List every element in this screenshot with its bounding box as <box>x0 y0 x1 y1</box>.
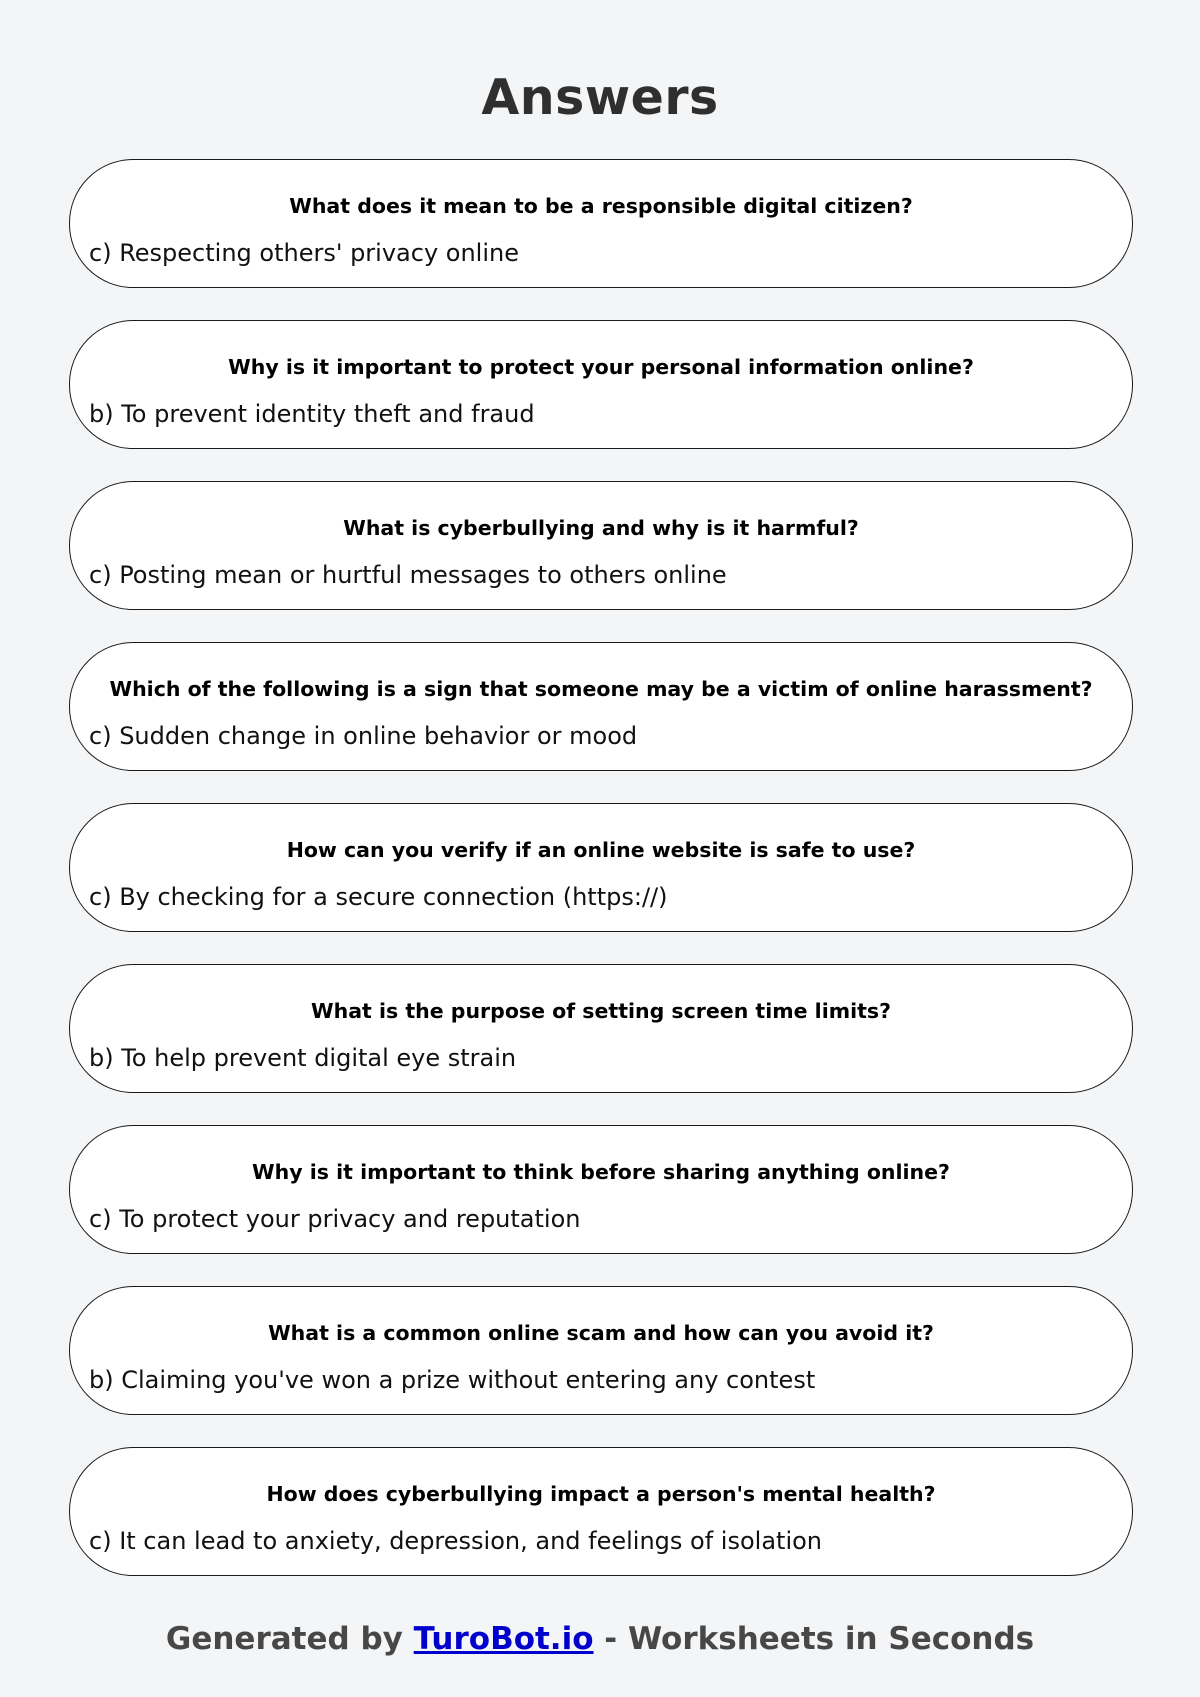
answer-card <box>69 320 1133 449</box>
question-text: Why is it important to protect your personal information online? <box>228 355 974 379</box>
question-text: Which of the following is a sign that someone may be a victim of online harassment? <box>109 677 1093 701</box>
question-text: What is a common online scam and how can you avoid it? <box>268 1321 934 1345</box>
question-text: How can you verify if an online website is safe to use? <box>286 838 916 862</box>
answer-text: c) By checking for a secure connection (https://) <box>89 883 668 911</box>
answer-card <box>69 481 1133 610</box>
answer-card <box>69 803 1133 932</box>
answer-text: c) Posting mean or hurtful messages to others online <box>89 561 727 589</box>
answer-text: b) Claiming you've won a prize without entering any contest <box>89 1366 816 1394</box>
answer-card <box>69 1125 1133 1254</box>
answer-text: c) Sudden change in online behavior or mood <box>89 722 638 750</box>
question-text: What is the purpose of setting screen time limits? <box>311 999 891 1023</box>
answer-list <box>69 159 1133 1608</box>
answer-card <box>69 159 1133 288</box>
answer-text: c) It can lead to anxiety, depression, and feelings of isolation <box>89 1527 823 1555</box>
answer-card <box>69 1286 1133 1415</box>
page-title: Answers <box>481 69 719 126</box>
answer-card <box>69 964 1133 1093</box>
answer-text: b) To prevent identity theft and fraud <box>89 400 535 428</box>
question-text: What does it mean to be a responsible digital citizen? <box>289 194 913 218</box>
answer-text: b) To help prevent digital eye strain <box>89 1044 517 1072</box>
question-text: Why is it important to think before sharing anything online? <box>252 1160 950 1184</box>
footer-prefix: Generated by <box>165 1621 414 1657</box>
footer-suffix: - Worksheets in Seconds <box>593 1621 1035 1657</box>
answer-text: c) Respecting others' privacy online <box>89 239 519 267</box>
turobot-link[interactable]: TuroBot.io <box>413 1621 594 1657</box>
answer-card <box>69 1447 1133 1576</box>
question-text: What is cyberbullying and why is it harmful? <box>343 516 859 540</box>
question-text: How does cyberbullying impact a person's mental health? <box>266 1482 936 1506</box>
answer-text: c) To protect your privacy and reputation <box>89 1205 581 1233</box>
answer-card <box>69 642 1133 771</box>
footer <box>0 1619 1200 1659</box>
